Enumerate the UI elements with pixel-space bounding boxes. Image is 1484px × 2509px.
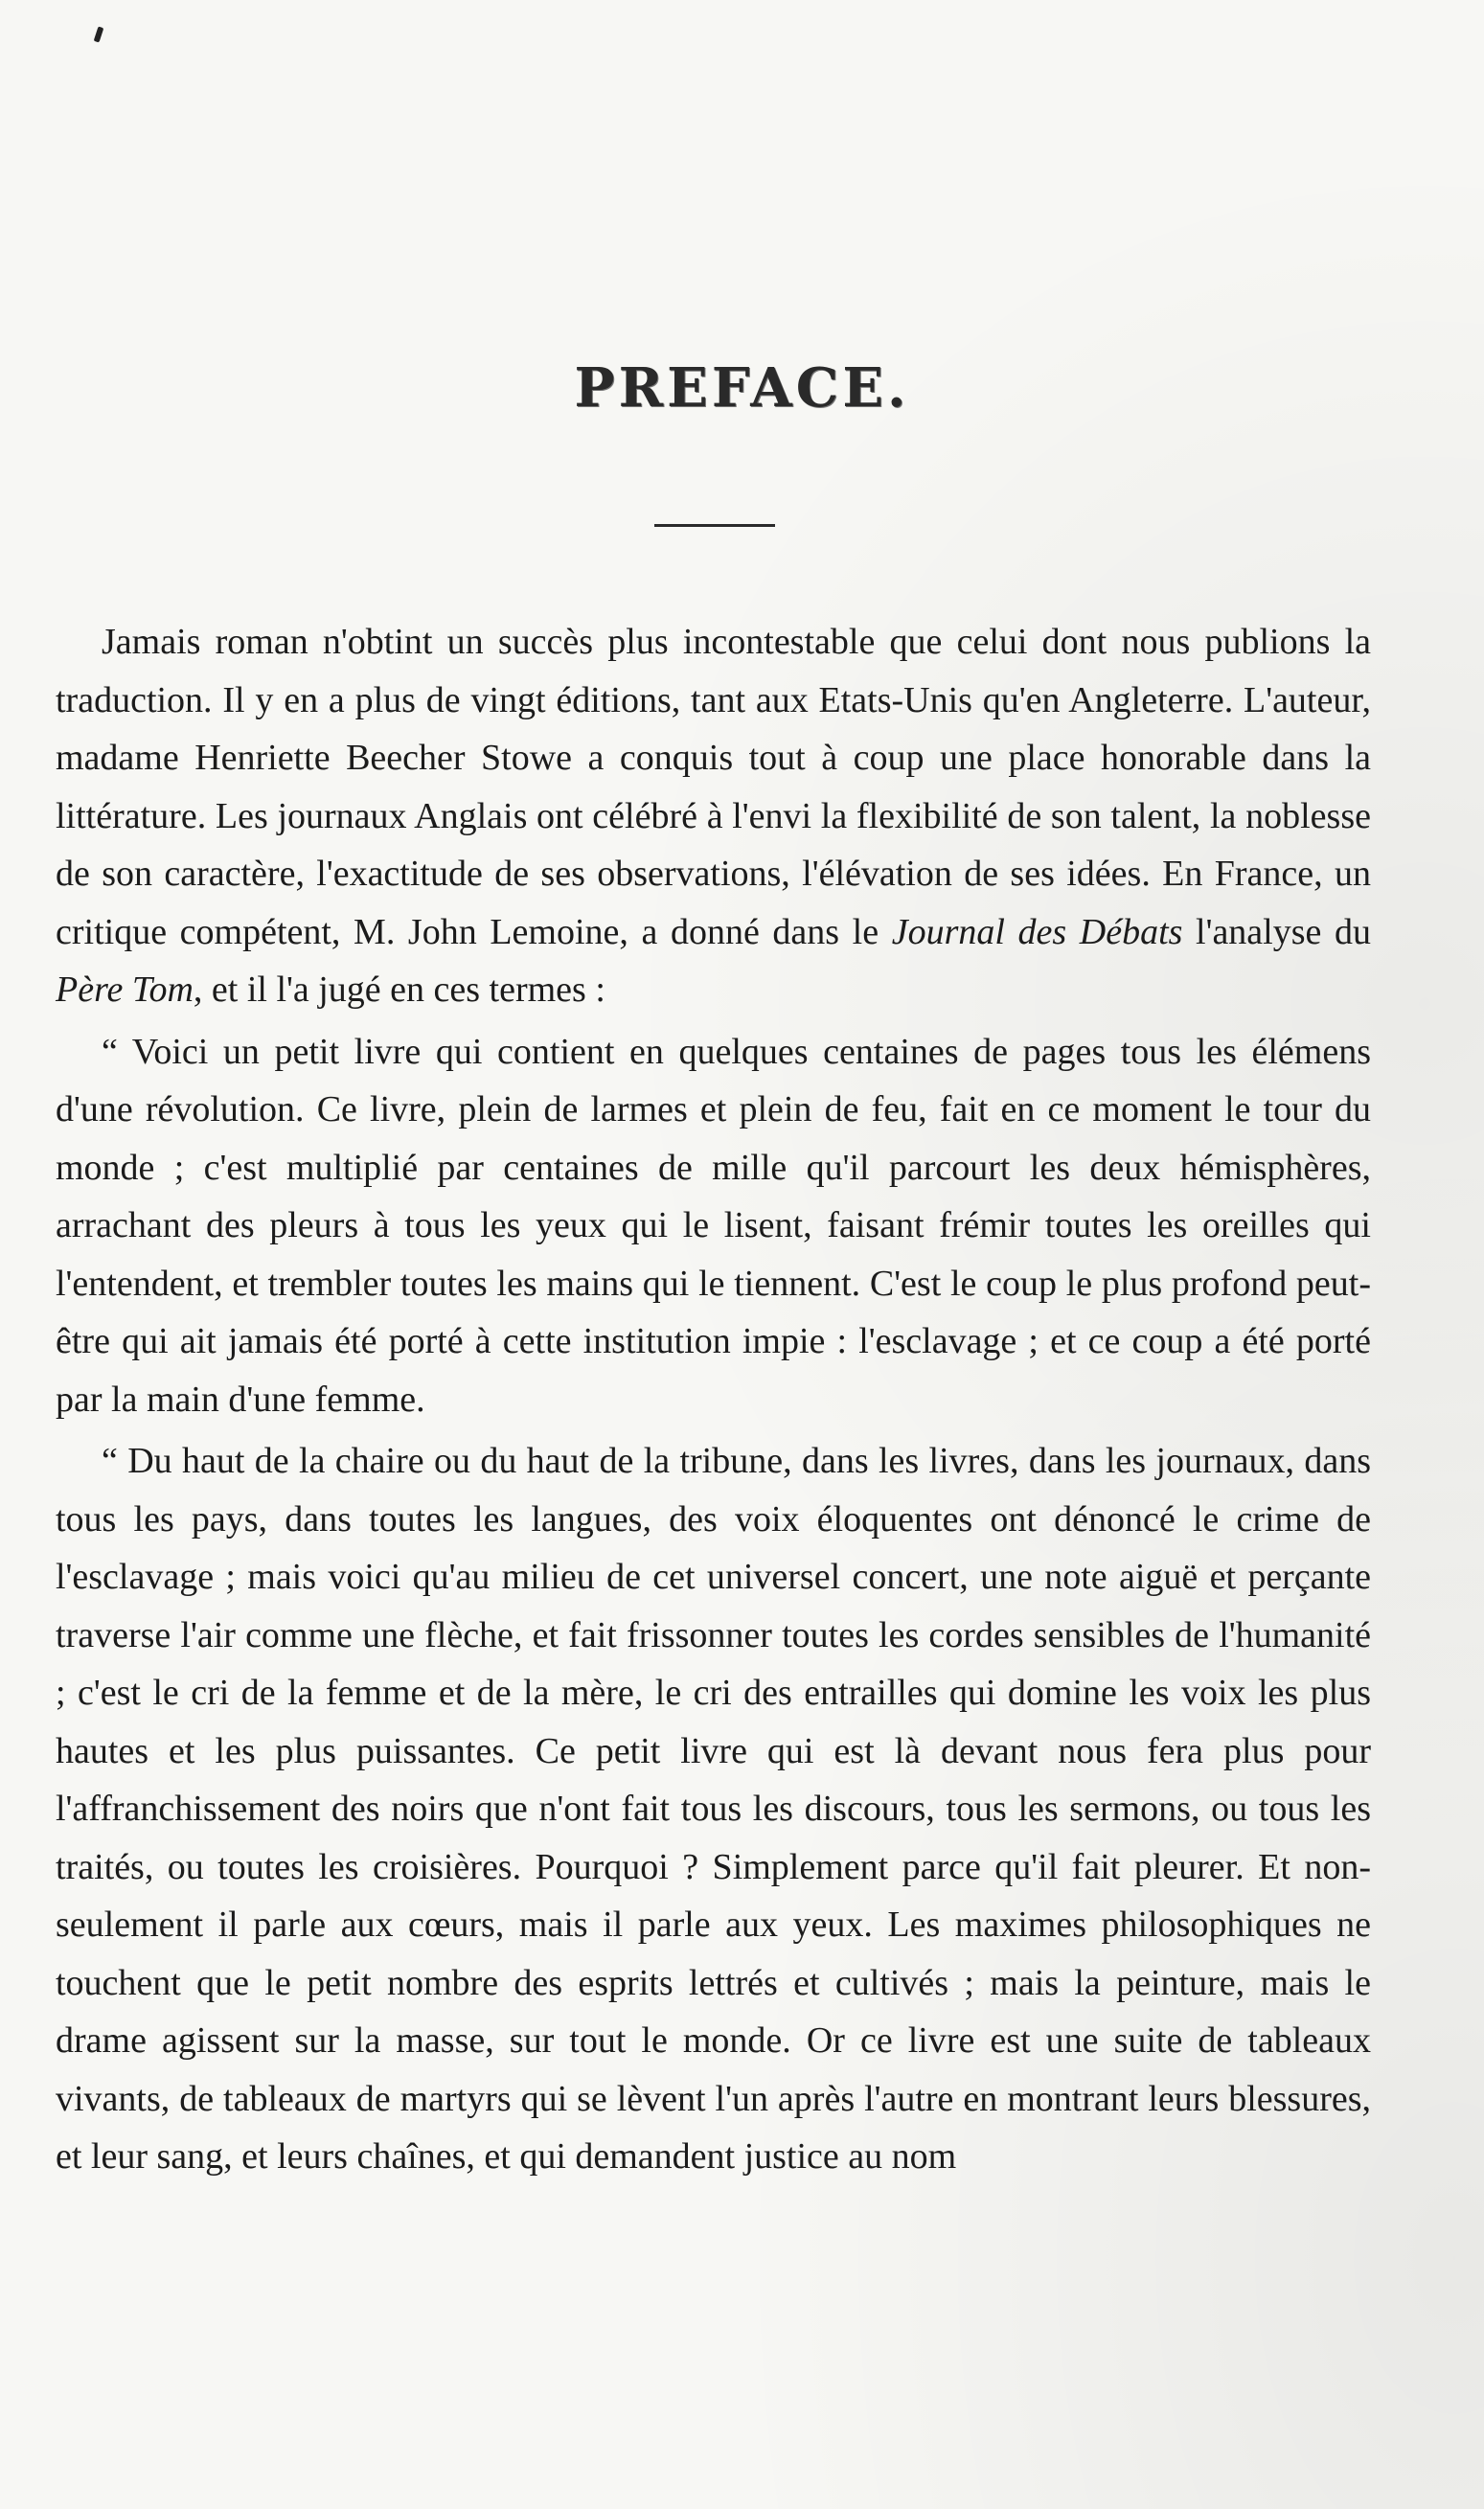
journal-title: Journal des Débats [891, 911, 1183, 952]
book-title: Père Tom [56, 969, 194, 1010]
intro-text-middle: l'analyse du [1182, 911, 1371, 952]
intro-text-start: Jamais roman n'obtint un succès plus incontestable que celui dont nous publions la traduction. Il y en a plus de vingt éditions, tant aux Etats-Unis qu'en Angleterre. L'auteur, madame Henriette Beecher Stowe a conquis tout à coup une place honorable dans la littérature. Les journaux Anglais ont célébré à l'envi la flexibilité de son talent, la noblesse de son caractère, l'exactitude de ses observations, l'élévation de ses idées. En France, un critique compétent, M. John Lemoine, a donné dans le [56, 622, 1371, 952]
body-text [56, 613, 1371, 2186]
page-title: PREFACE. [574, 356, 910, 420]
ink-speck [94, 26, 104, 42]
paragraph-intro [56, 613, 1371, 1019]
title-rule [654, 524, 775, 527]
paragraph-quote-2: “ Du haut de la chaire ou du haut de la tribune, dans les livres, dans les journaux, dans tous les pays, dans toutes les langues, des voix éloquentes ont dénoncé le crime de l'esclavage ; mais voici qu'au milieu de cet universel concert, une note aiguë et perçante traverse l'air comme une flèche, et fait frissonner toutes les cordes sensibles de l'humanité ; c'est le cri de la femme et de la mère, le cri des entrailles qui domine les voix les plus hautes et les plus puissantes. Ce petit livre qui est là devant nous fera plus pour l'affranchissement des noirs que n'ont fait tous les discours, tous les sermons, ou tous les traités, ou toutes les croisières. Pourquoi ? Simplement parce qu'il fait pleurer. Et non-seulement il parle aux cœurs, mais il parle aux yeux. Les maximes philosophiques ne touchent que le petit nombre des esprits lettrés et cultivés ; mais la peinture, mais le drame agissent sur la masse, sur tout le monde. Or ce livre est une suite de tableaux vivants, de tableaux de martyrs qui se lèvent l'un après l'autre en montrant leurs blessures, et leur sang, et leurs chaînes, et qui demandent justice au nom [56, 1441, 1371, 2177]
intro-text-end: , et il l'a jugé en ces termes : [193, 969, 605, 1010]
paragraph-quote-1: “ Voici un petit livre qui contient en quelques centaines de pages tous les élémens d'une révolution. Ce livre, plein de larmes et plein de feu, fait en ce moment le tour du monde ; c'est multiplié par centaines de mille qu'il parcourt les deux hémisphères, arrachant des pleurs à tous les yeux qui le lisent, faisant frémir toutes les oreilles qui l'entendent, et trembler toutes les mains qui le tiennent. C'est le coup le plus profond peut-être qui ait jamais été porté à cette institution impie : l'esclavage ; et ce coup a été porté par la main d'une femme. [56, 1031, 1371, 1420]
